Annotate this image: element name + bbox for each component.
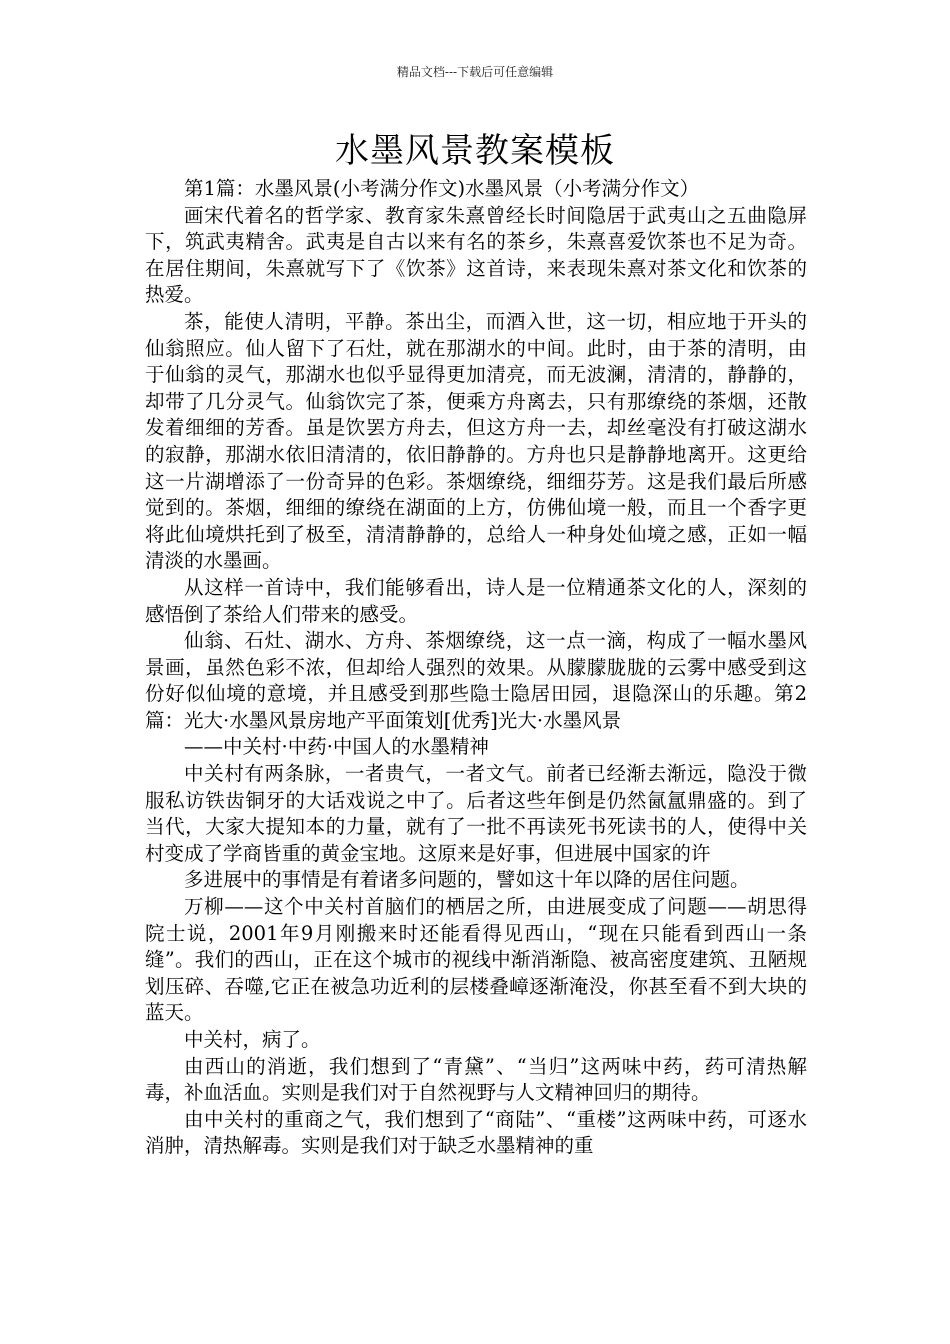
paragraph: 画宋代着名的哲学家、教育家朱熹曾经长时间隐居于武夷山之五曲隐屏下，筑武夷精舍。武夷是自古以来有名的茶乡，朱熹喜爱饮茶也不足为奇。在居住期间，朱熹就写下了《饮茶》这首诗，来表现朱熹对茶文化和饮茶的热爱。 <box>145 203 807 307</box>
document-title: 水墨风景教案模板 <box>335 131 615 171</box>
paragraph: 万柳——这个中关村首脑们的栖居之所，由进展变成了问题——胡思得院士说，2001年9月刚搬来时还能看得见西山，“现在只能看到西山一条缝”。我们的西山，正在这个城市的视线中渐消渐隐、被高密度建筑、丑陋规划压碎、吞噬,它正在被急功近利的层楼叠嶂逐渐淹没，你甚至看不到大块的蓝天。 <box>145 895 807 1025</box>
paragraph: 多进展中的事情是有着诸多问题的，譬如这十年以降的居住问题。 <box>184 868 750 892</box>
paragraph: 中关村，病了。 <box>184 1028 321 1051</box>
document-body <box>145 176 807 1160</box>
paragraph: 中关村有两条脉，一者贵气，一者文气。前者已经渐去渐远，隐没于微服私访铁齿铜牙的大话戏说之中了。后者这些年倒是仍然氤氲鼎盛的。到了当代，大家大提知本的力量，就有了一批不再读死书死读书的人，使得中关村变成了学商皆重的黄金宝地。这原来是好事，但进展中国家的许 <box>145 762 807 865</box>
paragraph: 由西山的消逝，我们想到了“青黛”、“当归”这两味中药，药可清热解毒，补血活血。实则是我们对于自然视野与人文精神回归的期待。 <box>145 1054 807 1105</box>
page-header: 精品文档---下载后可任意编辑 <box>396 65 554 79</box>
paragraph: 第1篇：水墨风景(小考满分作文)水墨风景（小考满分作文） <box>184 177 700 200</box>
paragraph: ——中关村·中药·中国人的水墨精神 <box>184 735 489 759</box>
paragraph: 仙翁、石灶、湖水、方舟、茶烟缭绕，这一点一滴，构成了一幅水墨风景画，虽然色彩不浓，但却给人强烈的效果。从朦朦胧胧的云雾中感受到这份好似仙境的意境，并且感受到那些隐士隐居田园，退隐深山的乐趣。第2篇：光大·水墨风景房地产平面策划[优秀]光大·水墨风景 <box>145 629 807 732</box>
paragraph: 茶，能使人清明，平静。茶出尘，而酒入世，这一切，相应地于开头的仙翁照应。仙人留下了石灶，就在那湖水的中间。此时，由于茶的清明，由于仙翁的灵气，那湖水也似乎显得更加清亮，而无波澜，清清的，静静的，却带了几分灵气。仙翁饮完了茶，便乘方舟离去，只有那缭绕的茶烟，还散发着细细的芳香。虽是饮罢方舟去，但这方舟一去，却丝毫没有打破这湖水的寂静，那湖水依旧清清的，依旧静静的。方舟也只是静静地离开。这更给这一片湖增添了一份奇异的色彩。茶烟缭绕，细细芬芳。这是我们最后所感觉到的。茶烟，细细的缭绕在湖面的上方，仿佛仙境一般，而且一个香字更将此仙境烘托到了极至，清清静静的，总给人一种身处仙境之感，正如一幅清淡的水墨画。 <box>145 309 807 573</box>
paragraph: 从这样一首诗中，我们能够看出，诗人是一位精通茶文化的人，深刻的感悟倒了茶给人们带来的感受。 <box>145 575 807 626</box>
paragraph: 由中关村的重商之气，我们想到了“商陆”、“重楼”这两味中药，可逐水消肿，清热解毒。实则是我们对于缺乏水墨精神的重 <box>145 1107 807 1158</box>
